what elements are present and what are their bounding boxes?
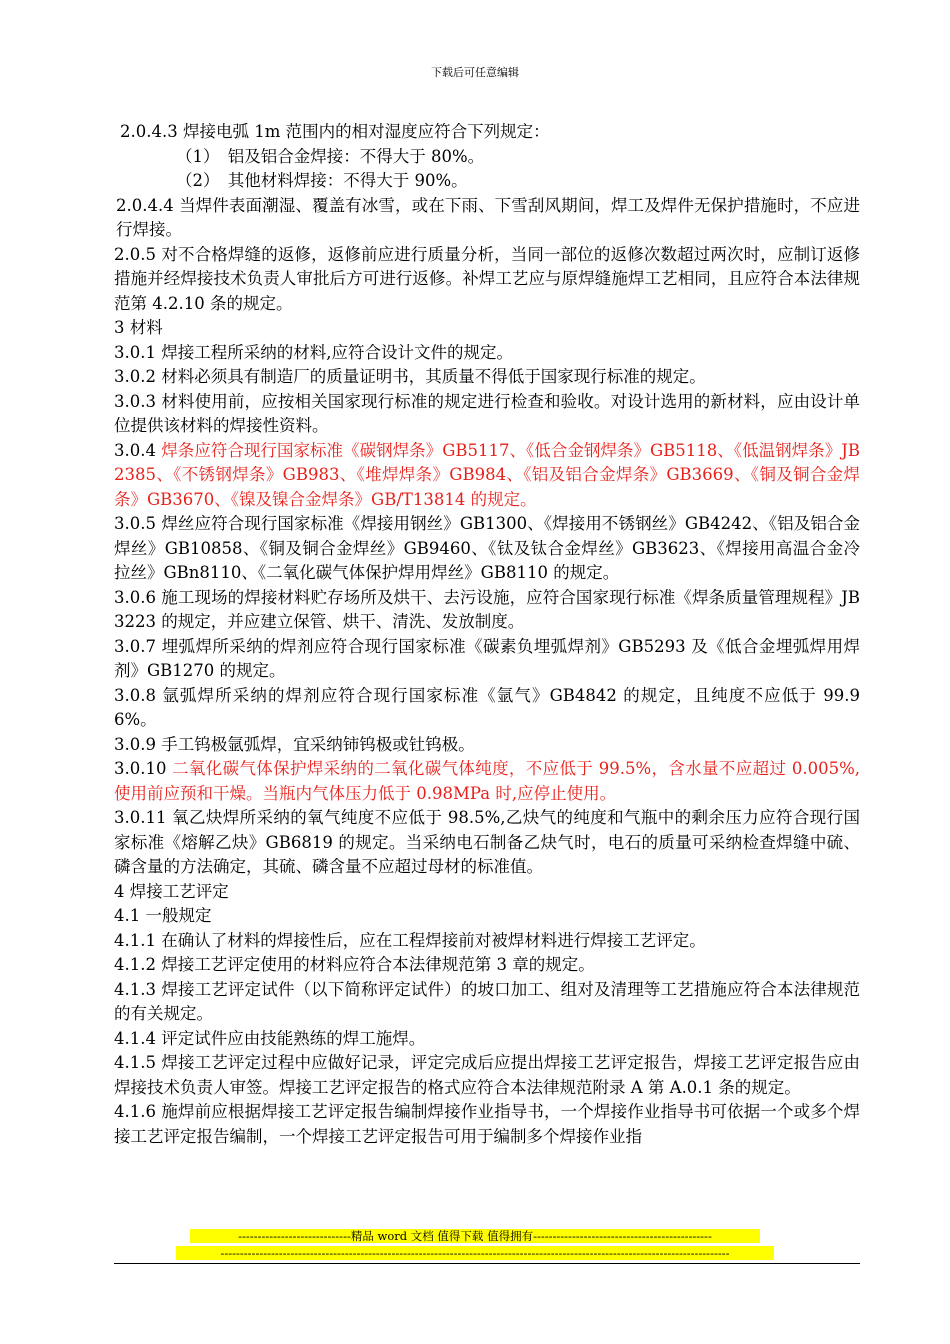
paragraph <box>114 194 860 243</box>
paragraph-text: 3.0.5 焊丝应符合现行国家标准《焊接用钢丝》GB1300、《焊接用不锈钢丝》GB4242、《铝及铝合金焊丝》GB10858、《铜及铜合金焊丝》GB9460、《钛及钛合金焊丝》GB3623、《焊接用高温合金冷拉丝》GBn8110、《二氧化碳气体保护焊用焊丝》GB8110 的规定。 <box>114 514 860 582</box>
paragraph <box>114 757 860 806</box>
paragraph <box>114 512 860 586</box>
paragraph-text: 2.0.4.4 当焊件表面潮湿、覆盖有冰雪，或在下雨、下雪刮风期间，焊工及焊件无保护措施时，不应进行焊接。 <box>116 195 860 239</box>
paragraph-text: （1） 铝及铝合金焊接：不得大于 80%。 <box>176 146 485 166</box>
paragraph-text: 4 焊接工艺评定 <box>114 881 229 901</box>
paragraph <box>114 929 860 954</box>
paragraph <box>114 1027 860 1052</box>
paragraph-text: 3 材料 <box>114 318 163 337</box>
footer-rule <box>114 1263 860 1264</box>
highlighted-text: 焊条应符合现行国家标准《碳钢焊条》GB5117、《低合金钢焊条》GB5118、《低温钢焊条》JB2385、《不锈钢焊条》GB983、《堆焊焊条》GB984、《铝及铝合金焊条》GB3669、《铜及铜合金焊条》GB3670、《镍及镍合金焊条》GB/T13814 的规定。 <box>114 440 860 509</box>
paragraph <box>114 341 860 366</box>
paragraph <box>114 316 860 341</box>
footer-banner: -----------------------------精品 word 文档 值得下载 值得拥有---------------------------------------------- <box>190 1229 760 1243</box>
paragraph <box>114 120 860 145</box>
paragraph <box>114 635 860 684</box>
paragraph-text: 4.1.4 评定试件应由技能熟练的焊工施焊。 <box>114 1028 426 1048</box>
paragraph <box>114 684 860 733</box>
paragraph <box>114 145 860 170</box>
page-header: 下载后可任意编辑 <box>431 66 519 79</box>
paragraph <box>114 733 860 758</box>
paragraph-text: 3.0.1 焊接工程所采纳的材料,应符合设计文件的规定。 <box>114 342 513 362</box>
paragraph-text: 4.1.6 施焊前应根据焊接工艺评定报告编制焊接作业指导书，一个焊接作业指导书可依据一个或多个焊接工艺评定报告编制，一个焊接工艺评定报告可用于编制多个焊接作业指 <box>114 1102 860 1146</box>
paragraph-text: 4.1.2 焊接工艺评定使用的材料应符合本法律规范第 3 章的规定。 <box>114 955 595 974</box>
paragraph <box>114 169 860 194</box>
paragraph-text: 3.0.8 氩弧焊所采纳的焊剂应符合现行国家标准《氩气》GB4842 的规定，且纯度不应低于 99.96%。 <box>114 685 860 729</box>
paragraph-text: 4.1.5 焊接工艺评定过程中应做好记录，评定完成后应提出焊接工艺评定报告，焊接工艺评定报告应由焊接技术负责人审签。焊接工艺评定报告的格式应符合本法律规范附录 A 第 A.0.1 条的规定。 <box>114 1053 860 1097</box>
clause-number: 3.0.10 <box>114 759 173 778</box>
paragraph-text: 4.1 一般规定 <box>114 906 212 925</box>
paragraph <box>114 243 860 317</box>
paragraph-text: 3.0.11 氧乙炔焊所采纳的氧气纯度不应低于 98.5%,乙炔气的纯度和气瓶中的剩余压力应符合现行国家标准《熔解乙炔》GB6819 的规定。当采纳电石制备乙炔气时，电石的质量可采纳检查焊缝中硫、磷含量的方法确定，其硫、磷含量不应超过母材的标准值。 <box>114 808 860 876</box>
paragraph-text: 3.0.3 材料使用前，应按相关国家现行标准的规定进行检查和验收。对设计选用的新材料，应由设计单位提供该材料的焊接性资料。 <box>114 391 860 435</box>
paragraph <box>114 365 860 390</box>
clause-number: 3.0.4 <box>114 440 162 460</box>
paragraph-text: 2.0.4.3 焊接电弧 1m 范围内的相对湿度应符合下列规定： <box>120 122 550 141</box>
paragraph <box>114 978 860 1027</box>
paragraph <box>114 953 860 978</box>
paragraph <box>114 1051 860 1100</box>
paragraph <box>114 880 860 905</box>
paragraph-text: 3.0.6 施工现场的焊接材料贮存场所及烘干、去污设施，应符合国家现行标准《焊条质量管理规程》JB3223 的规定，并应建立保管、烘干、清洗、发放制度。 <box>114 587 860 631</box>
paragraph <box>114 439 860 513</box>
paragraph-text: 4.1.3 焊接工艺评定试件（以下简称评定试件）的坡口加工、组对及清理等工艺措施应符合本法律规范的有关规定。 <box>114 979 860 1023</box>
paragraph-text: （2） 其他材料焊接：不得大于 90%。 <box>176 171 468 190</box>
highlighted-text: 二氧化碳气体保护焊采纳的二氧化碳气体纯度，不应低于 99.5%，含水量不应超过 0.005%,使用前应预和干燥。当瓶内气体压力低于 0.98MPa 时,应停止使用。 <box>114 759 860 803</box>
paragraph <box>114 1100 860 1149</box>
paragraph <box>114 390 860 439</box>
paragraph-text: 2.0.5 对不合格焊缝的返修，返修前应进行质量分析，当同一部位的返修次数超过两次时，应制订返修措施并经焊接技术负责人审批后方可进行返修。补焊工艺应与原焊缝施焊工艺相同，且应符合本法律规范第 4.2.10 条的规定。 <box>114 244 860 313</box>
page-footer <box>0 1229 950 1260</box>
paragraph <box>114 806 860 880</box>
paragraph <box>114 904 860 929</box>
paragraph-text: 3.0.2 材料必须具有制造厂的质量证明书，其质量不得低于国家现行标准的规定。 <box>114 367 706 386</box>
document-body <box>114 120 860 1149</box>
paragraph <box>114 586 860 635</box>
paragraph-text: 3.0.9 手工钨极氩弧焊，宜采纳铈钨极或钍钨极。 <box>114 734 475 754</box>
paragraph-text: 4.1.1 在确认了材料的焊接性后，应在工程焊接前对被焊材料进行焊接工艺评定。 <box>114 930 706 950</box>
paragraph-text: 3.0.7 埋弧焊所采纳的焊剂应符合现行国家标准《碳素负埋弧焊剂》GB5293 及《低合金埋弧焊用焊剂》GB1270 的规定。 <box>114 636 860 680</box>
footer-divider-text: ----------------------------------------------------------------------------------------------------------------------------------- <box>176 1246 774 1260</box>
